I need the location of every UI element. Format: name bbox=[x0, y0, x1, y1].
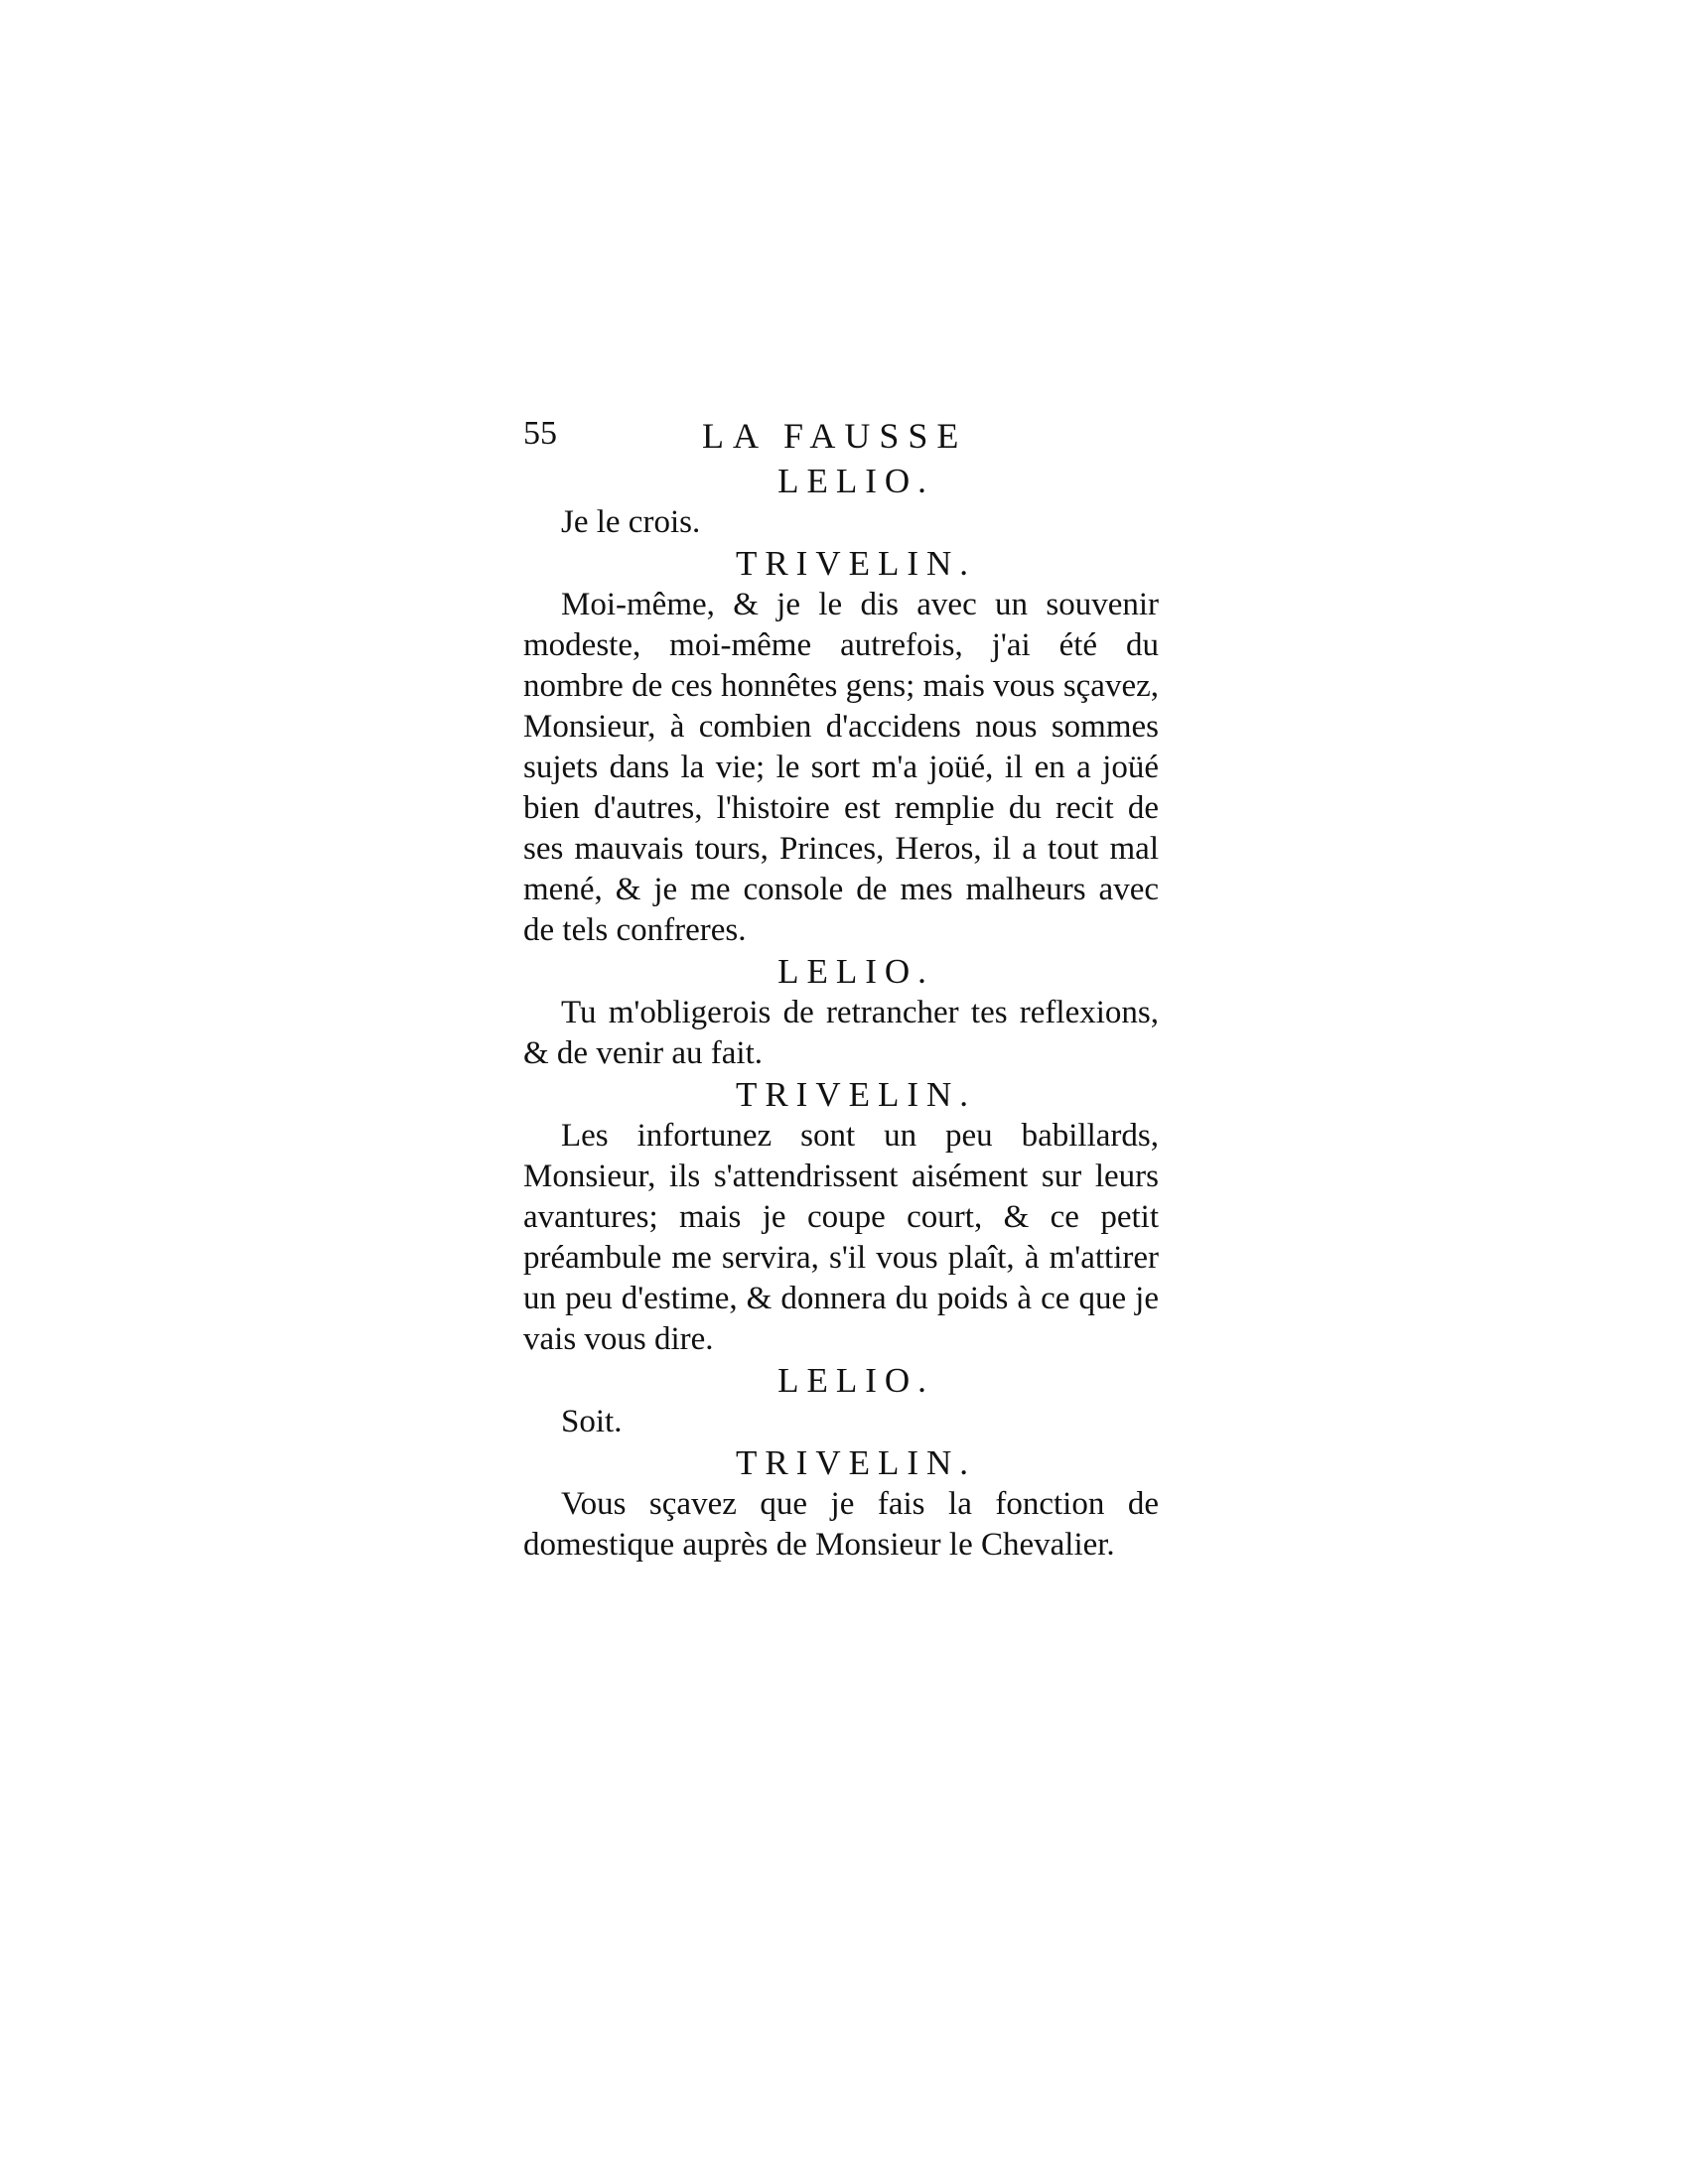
running-title: LA FAUSSE bbox=[702, 416, 968, 456]
speaker-name: TRIVELIN. bbox=[735, 1075, 977, 1114]
speech-text: Les infortunez sont un peu babillards, Monsieur, ils s'attendrissent aisément sur leurs avantures; mais je coupe court, & ce petit préambule me servira, s'il vous plaît, à m'attirer un peu d'estime, & donnera du poids à ce que je vais vous dire. bbox=[523, 1118, 1159, 1357]
speech-paragraph bbox=[523, 585, 1159, 951]
speech-text: Moi-même, & je le dis avec un souvenir modeste, moi-même autrefois, j'ai été du nombre de ces honnêtes gens; mais vous sçavez, Monsieur, à combien d'accidens nous sommes sujets dans la vie; le sort m'a joüé, il en a joüé bien d'autres, l'histoire est remplie du recit de ses mauvais tours, Princes, Heros, il a tout mal mené, & je me console de mes malheurs avec de tels confreres. bbox=[523, 587, 1159, 948]
speech-paragraph bbox=[523, 993, 1159, 1074]
speech-paragraph bbox=[523, 1484, 1159, 1566]
speaker-name: LELIO. bbox=[777, 952, 934, 991]
page-header bbox=[523, 415, 1159, 461]
speaker-name: LELIO. bbox=[777, 1361, 934, 1400]
speaker-name: TRIVELIN. bbox=[735, 1443, 977, 1482]
page-number: 55 bbox=[523, 415, 557, 452]
speech-text: Tu m'obligerois de retrancher tes reflexions, & de venir au fait. bbox=[523, 995, 1159, 1071]
speech-text: Je le crois. bbox=[561, 504, 701, 540]
speech-text: Soit. bbox=[561, 1404, 623, 1439]
speech-paragraph bbox=[523, 1116, 1159, 1360]
speaker-name: LELIO. bbox=[777, 462, 934, 500]
speaker-name: TRIVELIN. bbox=[735, 544, 977, 583]
speech-text: Vous sçavez que je fais la fonction de domestique auprès de Monsieur le Chevalier. bbox=[523, 1486, 1159, 1563]
text-block bbox=[523, 415, 1159, 1566]
